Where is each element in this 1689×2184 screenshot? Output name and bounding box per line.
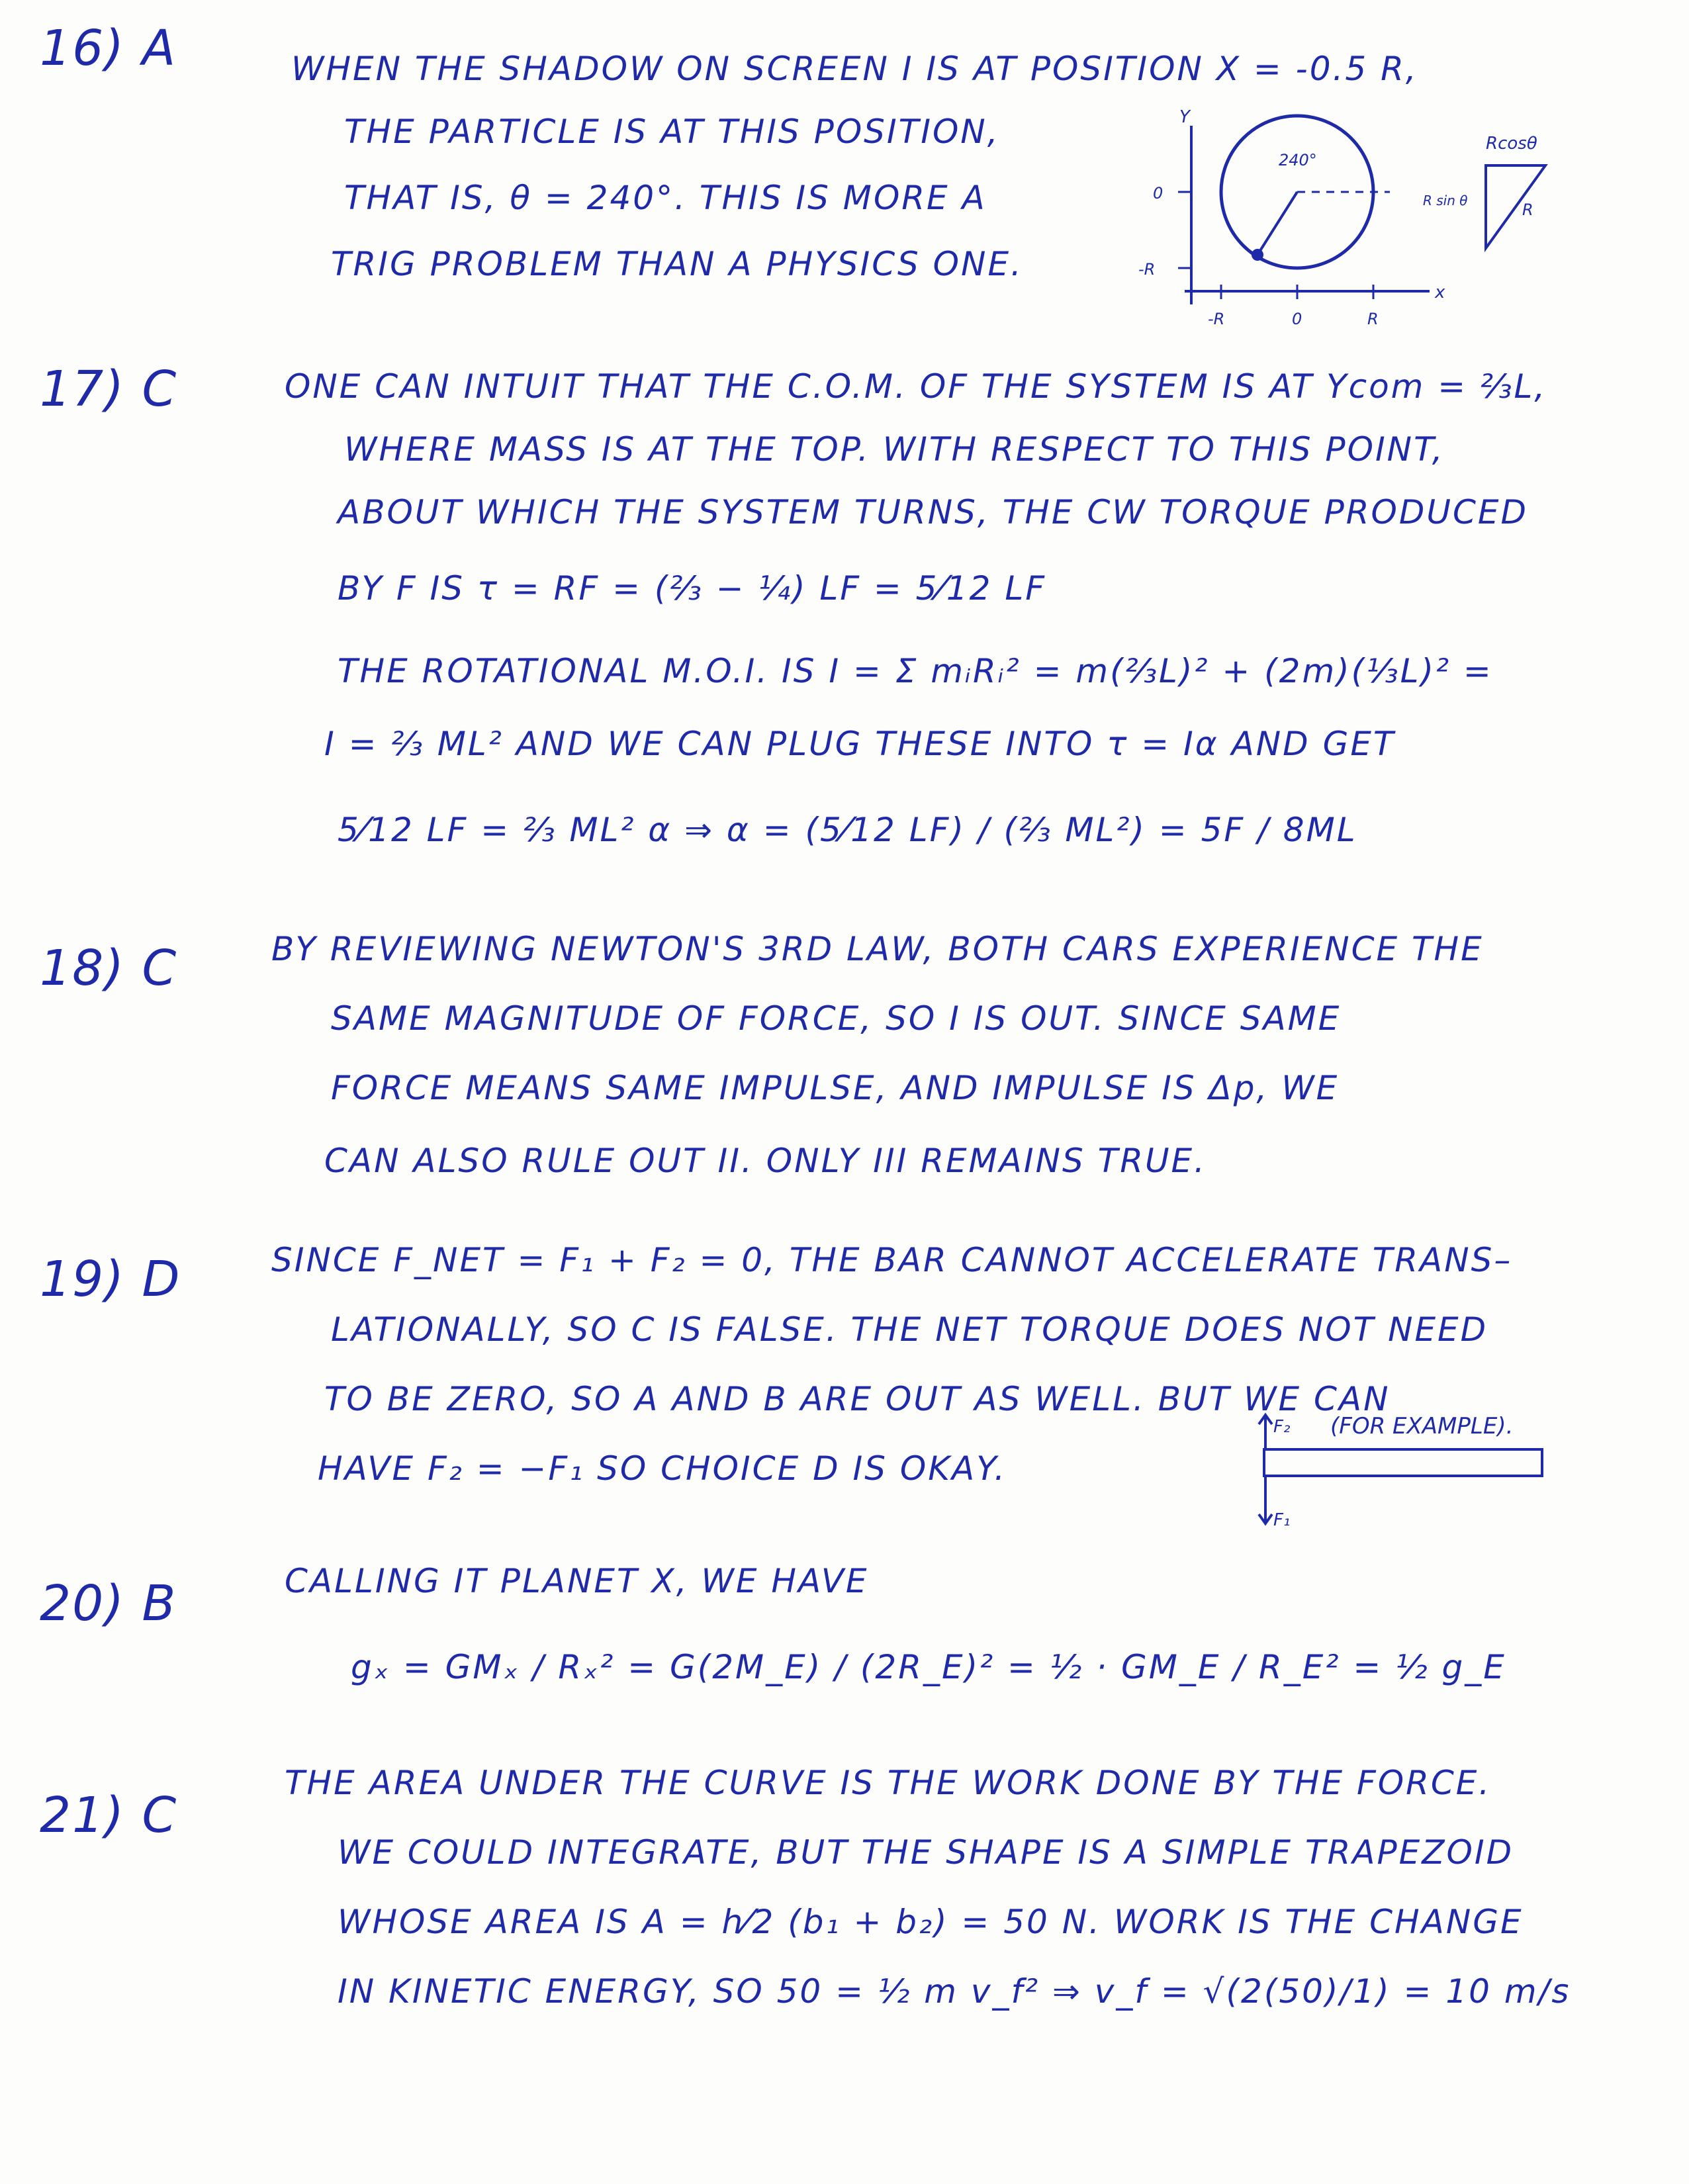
answer-line: FORCE MEANS SAME IMPULSE, AND IMPULSE IS Δp, WE (331, 1069, 1340, 1107)
particle-dot (1252, 249, 1263, 261)
answer-line: BY F IS τ = RF = (⅔ − ¼) LF = 5⁄12 LF (338, 569, 1046, 608)
answer-line: WE COULD INTEGRATE, BUT THE SHAPE IS A SIMPLE TRAPEZOID (338, 1833, 1514, 1872)
triangle-label: Rcosθ (1486, 134, 1537, 154)
answer-line: WHOSE AREA IS A = h⁄2 (b₁ + b₂) = 50 N. WORK IS THE CHANGE (338, 1903, 1524, 1941)
answer-line: ONE CAN INTUIT THAT THE C.O.M. OF THE SYSTEM IS AT Ycom = ⅔L, (285, 367, 1547, 406)
answer-line: BY REVIEWING NEWTON'S 3RD LAW, BOTH CARS EXPERIENCE THE (271, 930, 1484, 968)
question-number: 16) A (40, 20, 177, 77)
force-label: F₁ (1273, 1510, 1291, 1530)
answer-line: CALLING IT PLANET X, WE HAVE (285, 1562, 869, 1600)
answer-line: HAVE F₂ = −F₁ SO CHOICE D IS OKAY. (318, 1449, 1007, 1488)
trig-triangle-diagram (1423, 129, 1575, 261)
question-number: 18) C (40, 940, 178, 997)
answer-line: TO BE ZERO, SO A AND B ARE OUT AS WELL. BUT WE CAN (324, 1380, 1391, 1418)
answer-line: THE ROTATIONAL M.O.I. IS I = Σ mᵢRᵢ² = m(⅔L)² + (2m)(⅓L)² = (338, 652, 1493, 690)
tick-label: -R (1208, 310, 1225, 328)
answer-line: SINCE F_NET = F₁ + F₂ = 0, THE BAR CANNOT ACCELERATE TRANS– (271, 1241, 1513, 1279)
tick-label: 0 (1153, 184, 1164, 203)
answer-line: WHEN THE SHADOW ON SCREEN I IS AT POSITION X = -0.5 R, (291, 50, 1418, 88)
y-axis-label: Y (1179, 107, 1190, 127)
question-number: 19) D (40, 1251, 181, 1308)
answer-line: THAT IS, θ = 240°. THIS IS MORE A (344, 179, 987, 217)
tick-label: 0 (1292, 310, 1302, 328)
x-axis-label: x (1435, 283, 1445, 302)
tick-label: -R (1138, 260, 1156, 279)
bar (1264, 1449, 1542, 1476)
answer-line: SAME MAGNITUDE OF FORCE, SO I IS OUT. SINCE SAME (331, 999, 1342, 1038)
question-number: 17) C (40, 361, 178, 418)
triangle-label: R sin θ (1423, 193, 1468, 208)
question-number: 20) B (40, 1575, 177, 1632)
circle-position-diagram (1118, 106, 1463, 338)
radius-line (1257, 192, 1297, 255)
answer-line: I = ⅔ ML² AND WE CAN PLUG THESE INTO τ = Iα AND GET (324, 725, 1396, 763)
bar-force-diagram (1224, 1410, 1621, 1542)
answer-line: CAN ALSO RULE OUT II. ONLY III REMAINS TRUE. (324, 1142, 1207, 1180)
force-label: F₂ (1273, 1417, 1291, 1437)
answer-line: ABOUT WHICH THE SYSTEM TURNS, THE CW TORQUE PRODUCED (338, 493, 1528, 531)
diagram-note: (FOR EXAMPLE). (1330, 1413, 1514, 1439)
answer-line: 5⁄12 LF = ⅔ ML² α ⇒ α = (5⁄12 LF) / (⅔ ML²) = 5F / 8ML (338, 811, 1357, 849)
tick-label: R (1367, 310, 1379, 328)
angle-label: 240° (1279, 151, 1317, 169)
right-triangle (1486, 165, 1545, 248)
answer-line: IN KINETIC ENERGY, SO 50 = ½ m v_f² ⇒ v_f = √(2(50)/1) = 10 m/s (338, 1972, 1571, 2011)
triangle-label: R (1522, 201, 1533, 219)
question-number: 21) C (40, 1787, 178, 1844)
answer-line: THE AREA UNDER THE CURVE IS THE WORK DONE BY THE FORCE. (285, 1764, 1492, 1802)
answer-line: TRIG PROBLEM THAN A PHYSICS ONE. (331, 245, 1023, 283)
answer-line: THE PARTICLE IS AT THIS POSITION, (344, 113, 1000, 151)
answer-line: gₓ = GMₓ / Rₓ² = G(2M_E) / (2R_E)² = ½ · GM_E / R_E² = ½ g_E (351, 1648, 1506, 1686)
answer-line: LATIONALLY, SO C IS FALSE. THE NET TORQUE DOES NOT NEED (331, 1310, 1488, 1349)
answer-line: WHERE MASS IS AT THE TOP. WITH RESPECT TO THIS POINT, (344, 430, 1445, 469)
